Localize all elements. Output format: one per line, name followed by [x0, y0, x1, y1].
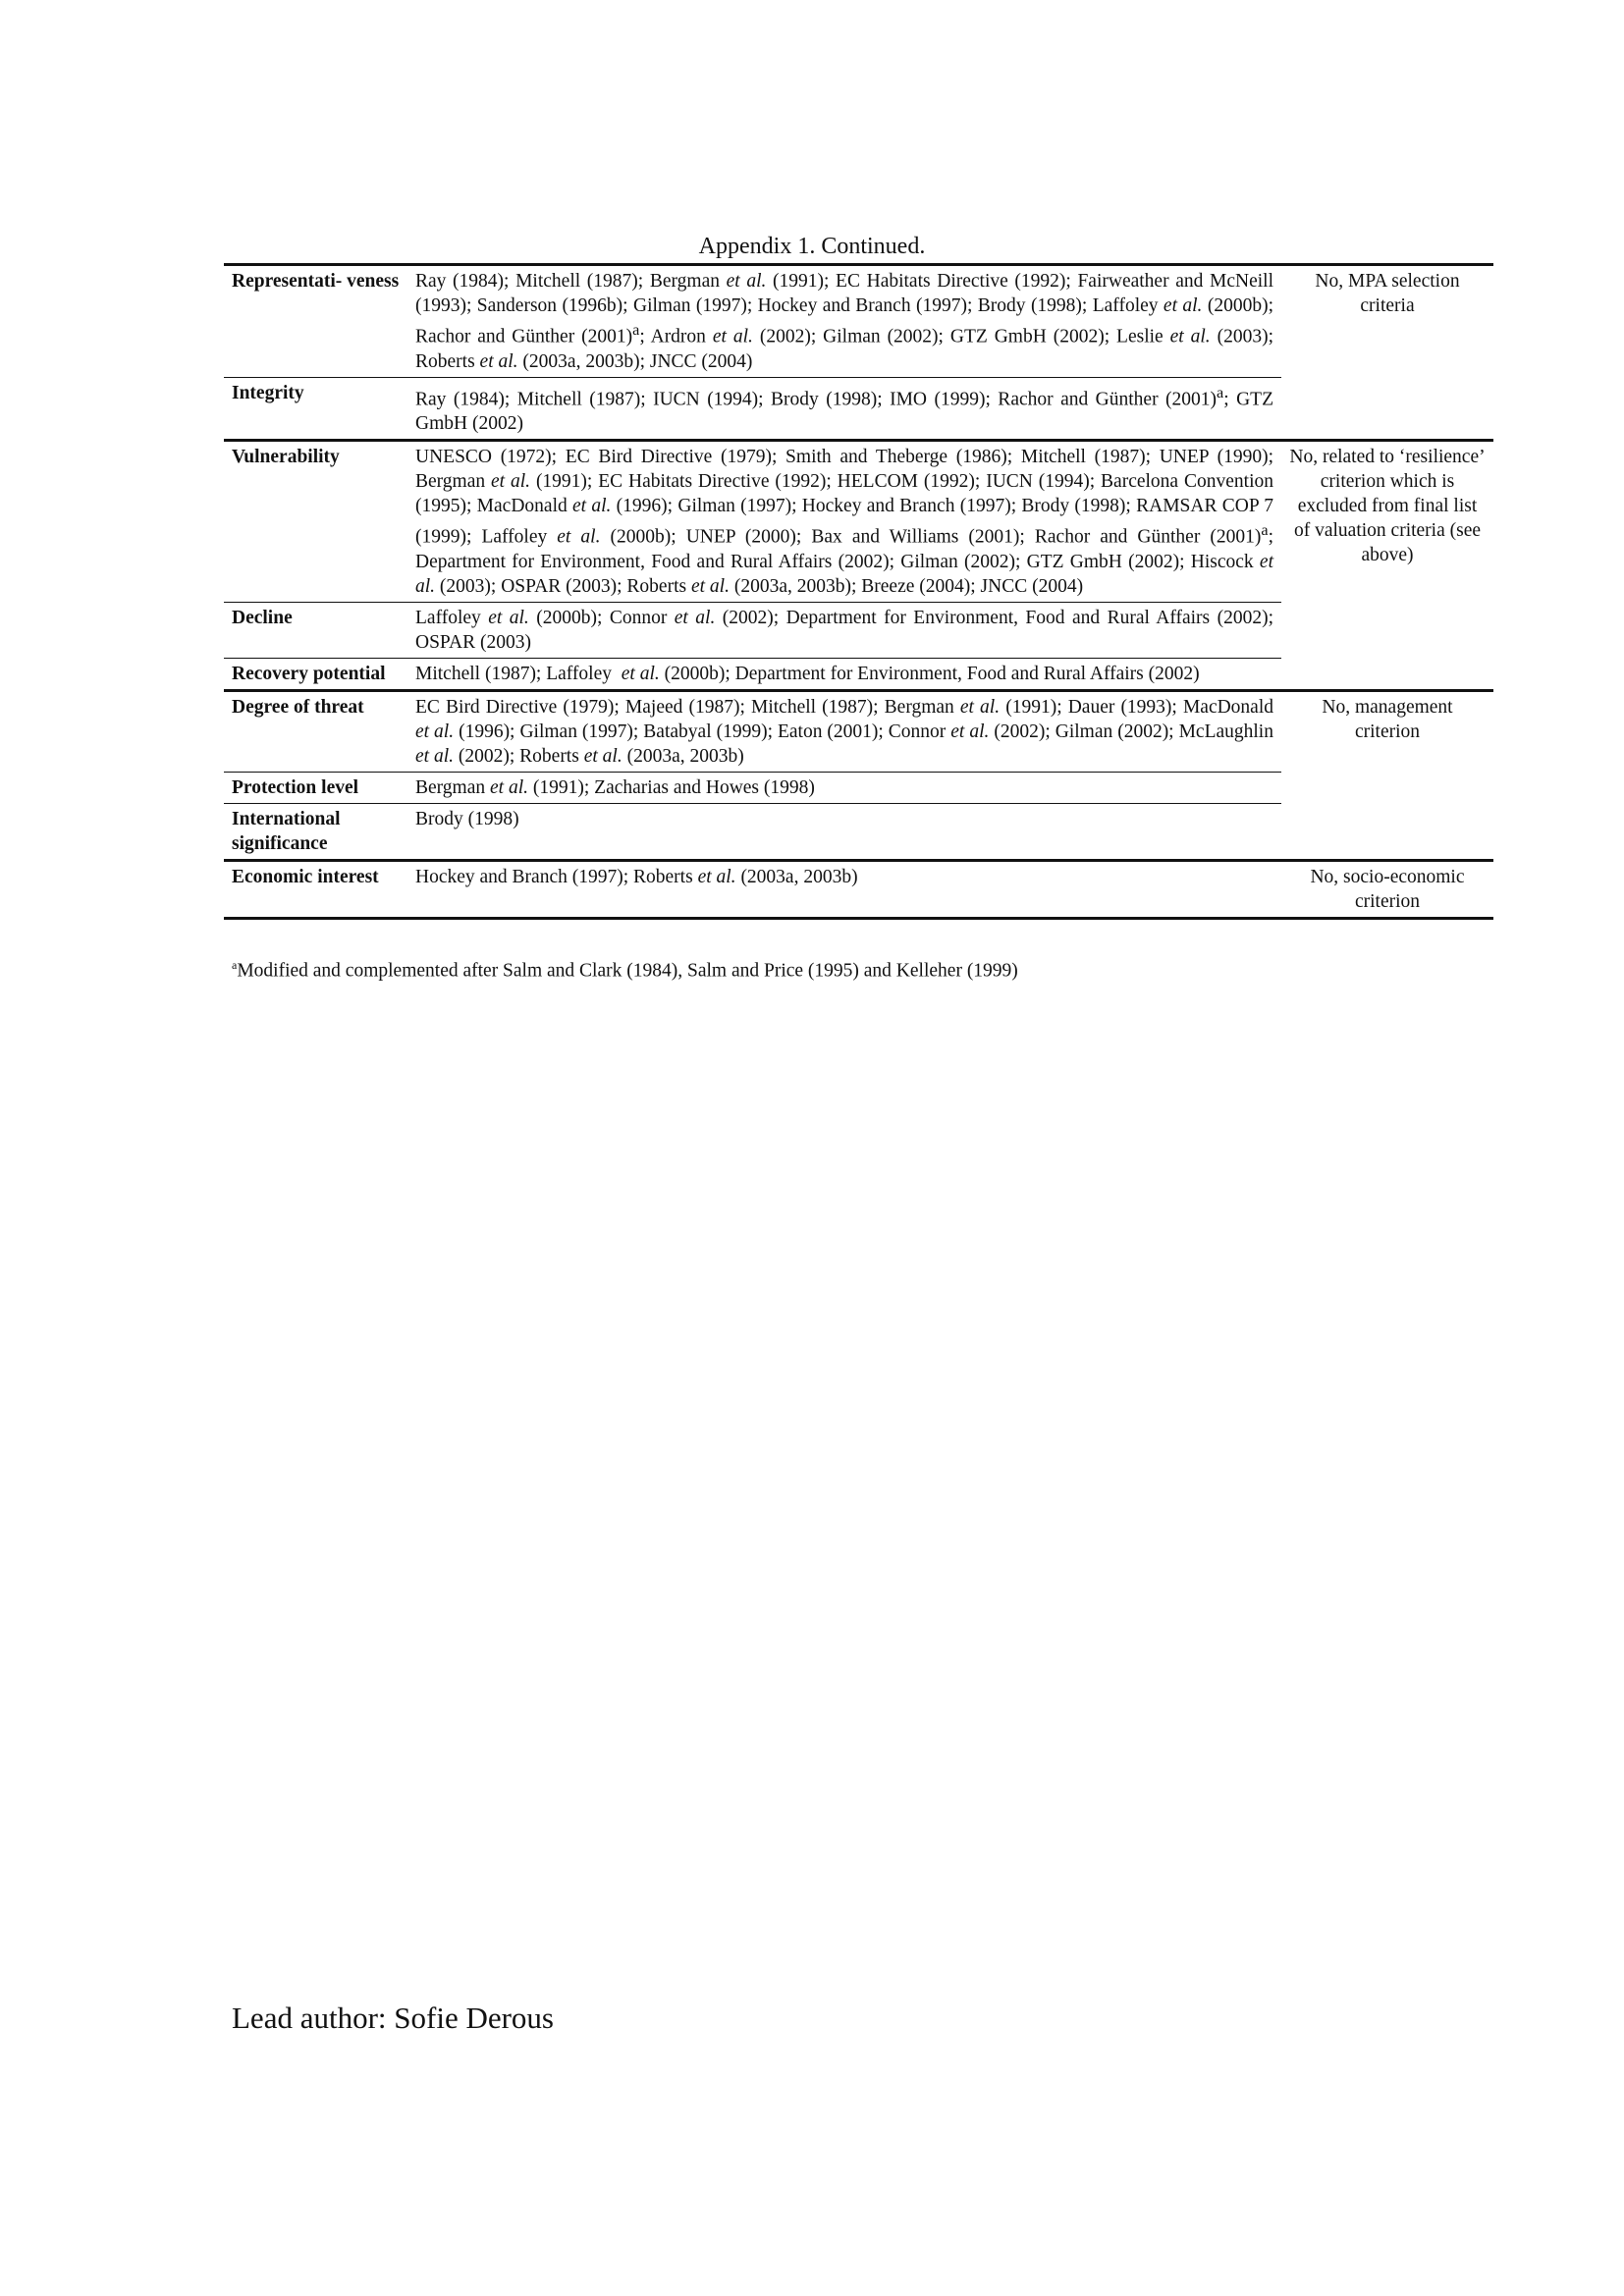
table-caption: Appendix 1. Continued. [698, 234, 926, 259]
references-cell: Ray (1984); Mitchell (1987); Bergman et al. (1991); EC Habitats Directive (1992); Fairweather and McNeill (1993); Sanderson (1996b); Gilman (1997); Hockey and Branch (1997); Brody (1998); Laffoley et al. (2000b); Rachor and Günther $(2001)^a$; Ardron et al. (2002); Gilman (2002); GTZ GmbH (2002); Leslie et al. (2003); Roberts et al. (2003a, 2003b); JNCC (2004) [407, 265, 1281, 378]
relevance-cell: No, related to ‘resilience’ criterion which is excluded from final list of valuation criteria (see above) [1281, 441, 1493, 691]
references-cell: Bergman et al. (1991); Zacharias and Howes (1998) [407, 772, 1281, 803]
references-cell: Hockey and Branch (1997); Roberts et al. (2003a, 2003b) [407, 860, 1281, 918]
references-cell: Laffoley et al. (2000b); Connor et al. (2002); Department for Environment, Food and Rural Affairs (2002); OSPAR (2003) [407, 602, 1281, 658]
lead-author: Lead author: Sofie Derous [232, 2001, 554, 2035]
references-cell: Brody (1998) [407, 803, 1281, 860]
criterion-cell: Integrity [224, 377, 407, 441]
footnote-marker: a [232, 958, 238, 972]
criterion-cell: International significance [224, 803, 407, 860]
criterion-cell: Vulnerability [224, 441, 407, 603]
references-cell: Mitchell (1987); Laffoley et al. (2000b); Department for Environment, Food and Rural Affairs (2002) [407, 658, 1281, 690]
footnote-text: Modified and complemented after Salm and Clark (1984), Salm and Price (1995) and Kelleher (1999) [237, 960, 1018, 982]
criterion-cell: Protection level [224, 772, 407, 803]
table-row [224, 690, 1493, 772]
table-row [224, 860, 1493, 918]
appendix-table [224, 263, 1493, 920]
relevance-cell: No, MPA selection criteria [1281, 265, 1493, 441]
criterion-cell: Recovery potential [224, 658, 407, 690]
criterion-cell: Economic interest [224, 860, 407, 918]
criterion-cell: Representati- veness [224, 265, 407, 378]
references-cell: Ray (1984); Mitchell (1987); IUCN (1994); Brody (1998); IMO (1999); Rachor and Günther $(2001)^a$; GTZ GmbH (2002) [407, 377, 1281, 441]
table-row [224, 441, 1493, 603]
criterion-cell: Degree of threat [224, 690, 407, 772]
references-cell: EC Bird Directive (1979); Majeed (1987); Mitchell (1987); Bergman et al. (1991); Dauer (1993); MacDonald et al. (1996); Gilman (1997); Batabyal (1999); Eaton (2001); Connor et al. (2002); Gilman (2002); McLaughlin et al. (2002); Roberts et al. (2003a, 2003b) [407, 690, 1281, 772]
relevance-cell: No, socio-economic criterion [1281, 860, 1493, 918]
table-row [224, 265, 1493, 378]
references-cell: UNESCO (1972); EC Bird Directive (1979); Smith and Theberge (1986); Mitchell (1987); UNEP (1990); Bergman et al. (1991); EC Habitats Directive (1992); HELCOM (1992); IUCN (1994); Barcelona Convention (1995); MacDonald et al. (1996); Gilman (1997); Hockey and Branch (1997); Brody (1998); RAMSAR COP 7 (1999); Laffoley et al. (2000b); UNEP (2000); Bax and Williams (2001); Rachor and Günther $(2001)^a$; Department for Environment, Food and Rural Affairs (2002); Gilman (2002); GTZ GmbH (2002); Hiscock et al. (2003); OSPAR (2003); Roberts et al. (2003a, 2003b); Breeze (2004); JNCC (2004) [407, 441, 1281, 603]
criterion-cell: Decline [224, 602, 407, 658]
relevance-cell: No, management criterion [1281, 690, 1493, 860]
footnote [232, 952, 1018, 985]
